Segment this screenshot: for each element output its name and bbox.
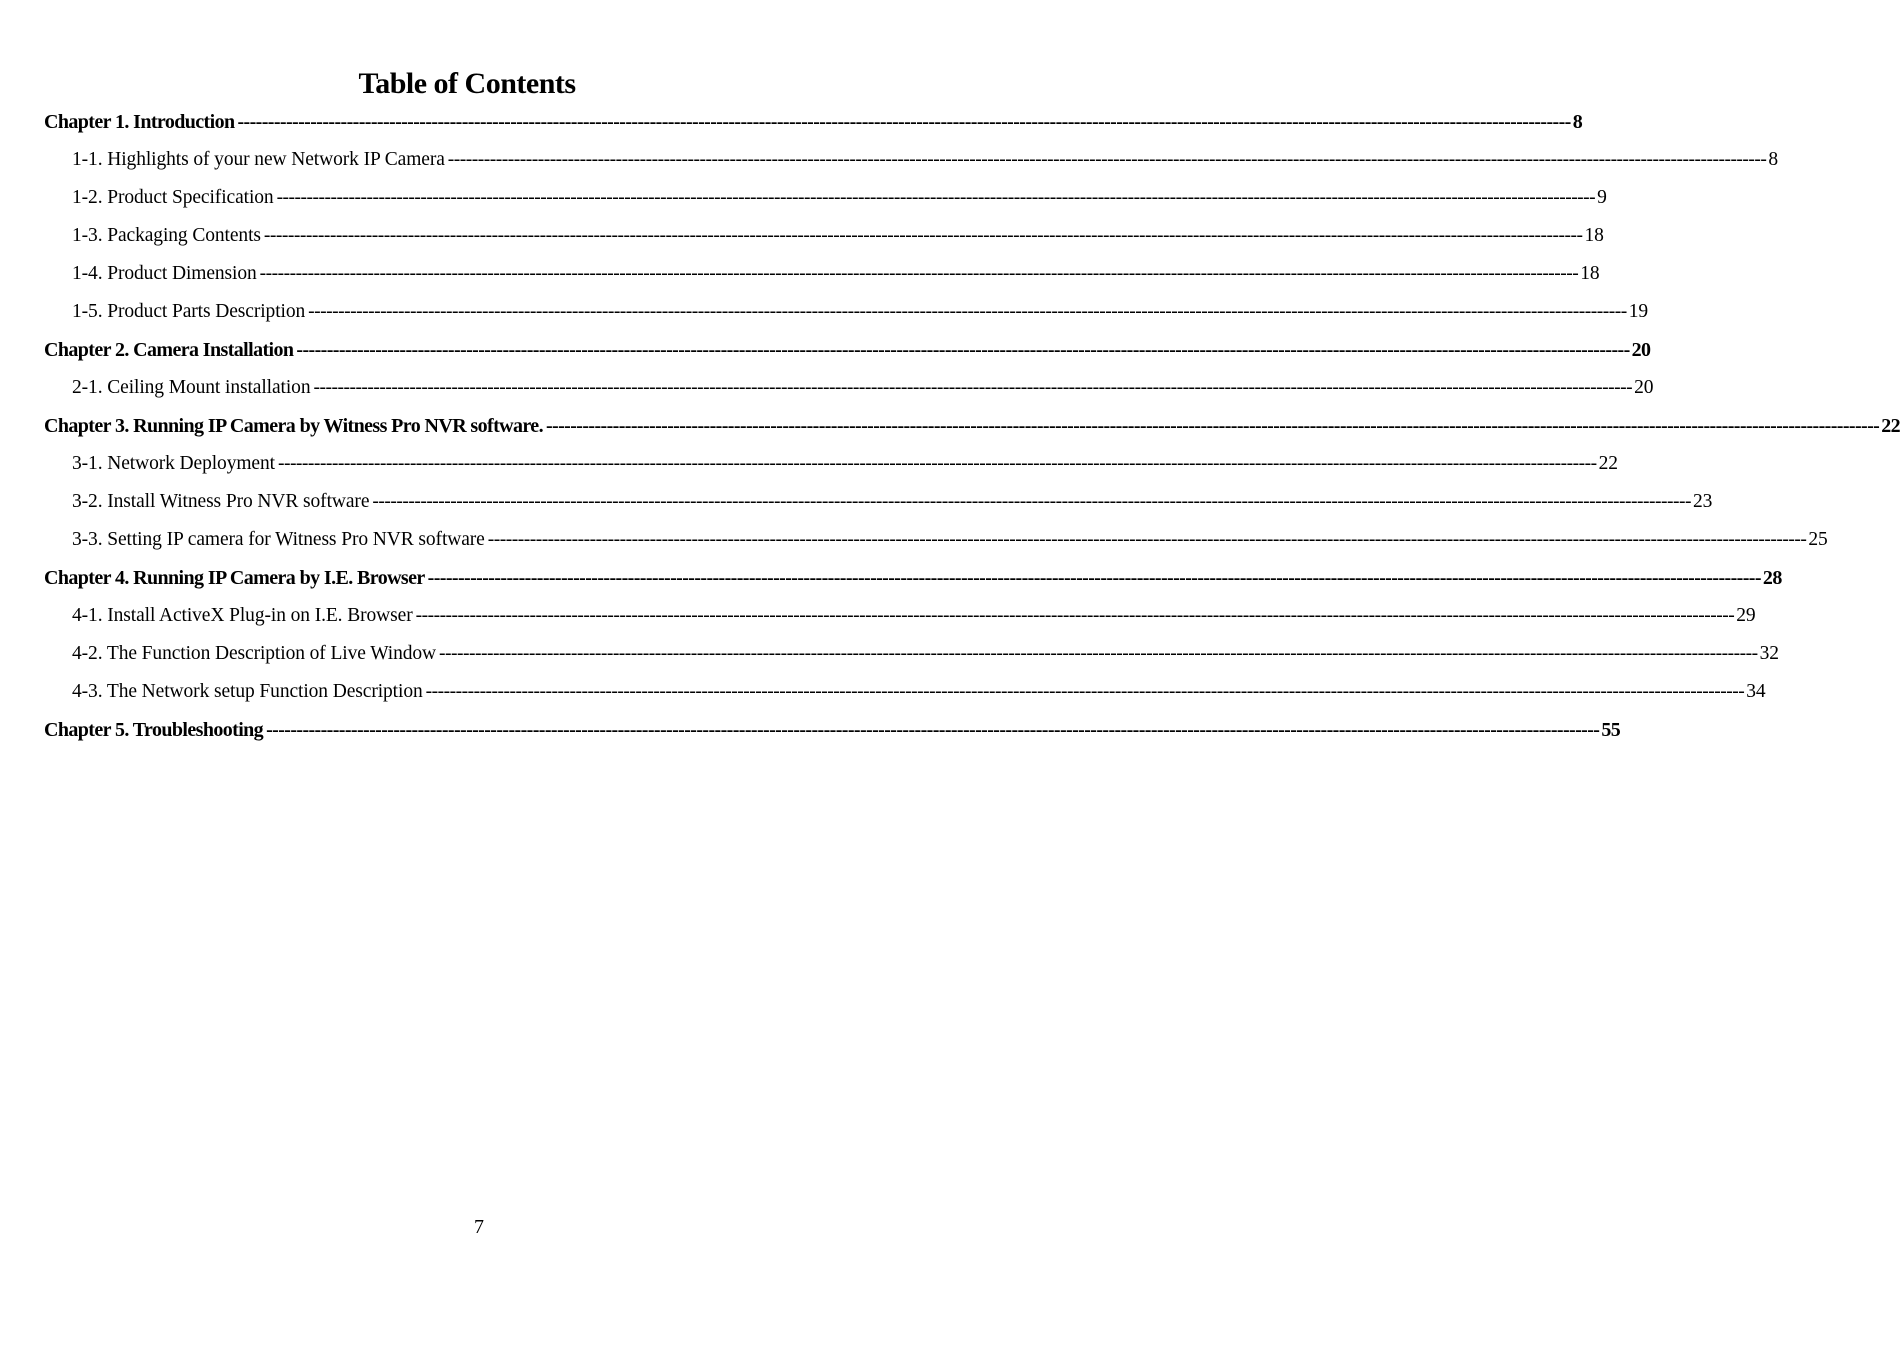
toc-chapter-entry[interactable]	[44, 407, 1900, 445]
toc-entry-page-number: 19	[1628, 301, 1649, 322]
toc-entry-page-number: 8	[1768, 149, 1779, 170]
toc-entry-label: 3-2. Install Witness Pro NVR software	[72, 491, 370, 512]
table-of-contents	[0, 103, 1900, 749]
toc-entry-label: 4-1. Install ActiveX Plug-in on I.E. Browser	[72, 605, 413, 626]
toc-dot-leader: ----------------------------------------------------------------------------------------------------------------------------------------------------------------------------------------------------------------------------	[313, 377, 1633, 398]
toc-dot-leader: ----------------------------------------------------------------------------------------------------------------------------------------------------------------------------------------------------------------------------	[447, 149, 1767, 170]
toc-entry-label: Chapter 1. Introduction	[44, 111, 235, 133]
toc-section-entry[interactable]	[72, 597, 1756, 635]
toc-dot-leader: ----------------------------------------------------------------------------------------------------------------------------------------------------------------------------------------------------------------------------	[237, 111, 1571, 133]
toc-chapter-entry[interactable]	[44, 559, 1782, 597]
toc-entry-label: Chapter 3. Running IP Camera by Witness Pro NVR software.	[44, 415, 543, 437]
toc-dot-leader: ----------------------------------------------------------------------------------------------------------------------------------------------------------------------------------------------------------------------------	[266, 719, 1600, 741]
toc-section-entry[interactable]	[72, 445, 1618, 483]
toc-dot-leader: ----------------------------------------------------------------------------------------------------------------------------------------------------------------------------------------------------------------------------	[415, 605, 1735, 626]
toc-entry-label: 1-2. Product Specification	[72, 187, 274, 208]
toc-dot-leader: ----------------------------------------------------------------------------------------------------------------------------------------------------------------------------------------------------------------------------	[277, 453, 1597, 474]
toc-dot-leader: ----------------------------------------------------------------------------------------------------------------------------------------------------------------------------------------------------------------------------	[276, 187, 1596, 208]
toc-entry-label: 1-4. Product Dimension	[72, 263, 257, 284]
toc-section-entry[interactable]	[72, 255, 1600, 293]
toc-entry-page-number: 22	[1598, 453, 1618, 474]
toc-section-entry[interactable]	[72, 369, 1654, 407]
toc-section-entry[interactable]	[72, 483, 1713, 521]
toc-entry-page-number: 18	[1580, 263, 1600, 284]
toc-dot-leader: ----------------------------------------------------------------------------------------------------------------------------------------------------------------------------------------------------------------------------	[296, 339, 1630, 361]
toc-entry-label: Chapter 2. Camera Installation	[44, 339, 294, 361]
toc-dot-leader: ----------------------------------------------------------------------------------------------------------------------------------------------------------------------------------------------------------------------------	[259, 263, 1579, 284]
toc-section-entry[interactable]	[72, 521, 1828, 559]
toc-chapter-entry[interactable]	[44, 331, 1651, 369]
toc-entry-label: 1-5. Product Parts Description	[72, 301, 306, 322]
toc-entry-label: 3-3. Setting IP camera for Witness Pro NVR software	[72, 529, 485, 550]
toc-chapter-entry[interactable]	[44, 103, 1583, 141]
toc-section-entry[interactable]	[72, 141, 1779, 179]
toc-section-entry[interactable]	[72, 635, 1779, 673]
toc-entry-page-number: 32	[1759, 643, 1779, 664]
toc-entry-label: 1-1. Highlights of your new Network IP Camera	[72, 149, 445, 170]
toc-entry-page-number: 29	[1736, 605, 1756, 626]
toc-dot-leader: ----------------------------------------------------------------------------------------------------------------------------------------------------------------------------------------------------------------------------	[308, 301, 1627, 322]
toc-section-entry[interactable]	[72, 217, 1604, 255]
toc-entry-label: 2-1. Ceiling Mount installation	[72, 377, 311, 398]
toc-entry-label: Chapter 5. Troubleshooting	[44, 719, 264, 741]
toc-entry-page-number: 55	[1601, 719, 1621, 741]
toc-entry-page-number: 8	[1572, 111, 1583, 133]
toc-dot-leader: ----------------------------------------------------------------------------------------------------------------------------------------------------------------------------------------------------------------------------	[545, 415, 1880, 437]
toc-entry-page-number: 23	[1692, 491, 1713, 512]
toc-entry-label: 4-3. The Network setup Function Description	[72, 681, 423, 702]
toc-entry-label: 1-3. Packaging Contents	[72, 225, 261, 246]
toc-entry-label: Chapter 4. Running IP Camera by I.E. Browser	[44, 567, 425, 589]
toc-section-entry[interactable]	[72, 673, 1766, 711]
toc-dot-leader: ----------------------------------------------------------------------------------------------------------------------------------------------------------------------------------------------------------------------------	[439, 643, 1758, 664]
toc-entry-label: 4-2. The Function Description of Live Window	[72, 643, 436, 664]
toc-entry-page-number: 25	[1808, 529, 1828, 550]
toc-entry-label: 3-1. Network Deployment	[72, 453, 275, 474]
toc-entry-page-number: 20	[1634, 377, 1654, 398]
toc-entry-page-number: 9	[1597, 187, 1607, 208]
toc-dot-leader: ----------------------------------------------------------------------------------------------------------------------------------------------------------------------------------------------------------------------------	[263, 225, 1583, 246]
toc-dot-leader: ----------------------------------------------------------------------------------------------------------------------------------------------------------------------------------------------------------------------------	[427, 567, 1761, 589]
toc-dot-leader: ----------------------------------------------------------------------------------------------------------------------------------------------------------------------------------------------------------------------------	[487, 529, 1807, 550]
toc-dot-leader: ----------------------------------------------------------------------------------------------------------------------------------------------------------------------------------------------------------------------------	[425, 681, 1745, 702]
toc-section-entry[interactable]	[72, 293, 1649, 331]
toc-chapter-entry[interactable]	[44, 711, 1621, 749]
toc-entry-page-number: 18	[1584, 225, 1604, 246]
page-title: Table of Contents	[358, 67, 576, 100]
toc-section-entry[interactable]	[72, 179, 1607, 217]
page-number: 7	[474, 1216, 484, 1238]
toc-entry-page-number: 34	[1746, 681, 1766, 702]
toc-entry-page-number: 28	[1762, 567, 1782, 589]
toc-dot-leader: ----------------------------------------------------------------------------------------------------------------------------------------------------------------------------------------------------------------------------	[372, 491, 1691, 512]
toc-entry-page-number: 22	[1881, 415, 1900, 437]
toc-entry-page-number: 20	[1631, 339, 1651, 361]
